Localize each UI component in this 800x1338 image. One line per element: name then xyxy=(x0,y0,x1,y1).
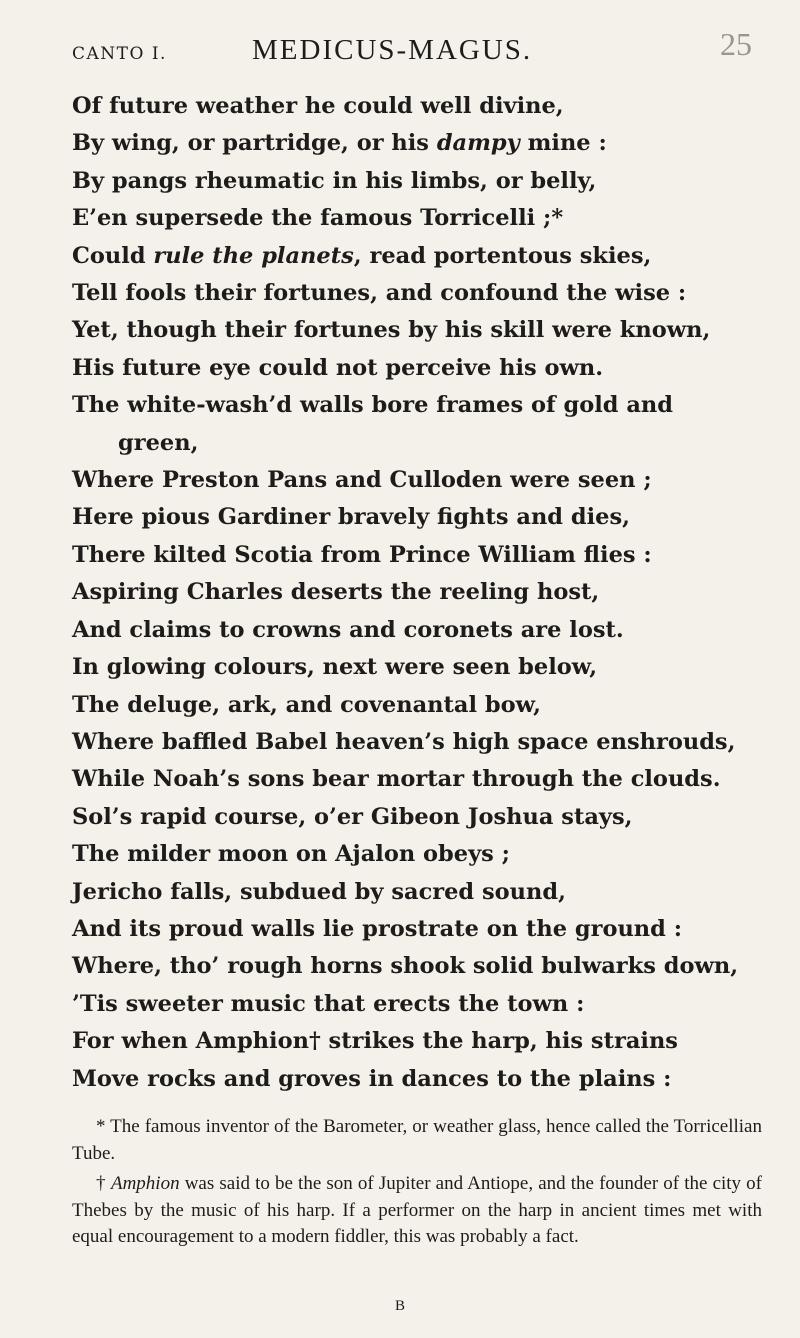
text-run: The white-wash’d walls bore frames of gold and xyxy=(72,392,674,419)
verse-line xyxy=(72,387,762,424)
verse-line xyxy=(72,874,762,911)
text-run: Where Preston Pans and Culloden were seen ; xyxy=(72,467,652,494)
footnote xyxy=(72,1171,762,1251)
verse-line xyxy=(72,799,762,836)
canto-label: CANTO I. xyxy=(72,44,167,64)
text-run: Of future weather he could well divine, xyxy=(72,93,564,119)
verse-line xyxy=(72,574,762,611)
verse-line xyxy=(72,125,762,162)
italic-text: rule the planets xyxy=(153,242,354,269)
text-run: Tell fools their fortunes, and confound the wise : xyxy=(72,280,687,307)
text-run: There kilted Scotia from Prince William flies : xyxy=(72,541,652,568)
verse-block xyxy=(72,88,762,1098)
text-run: His future eye could not perceive his own. xyxy=(72,354,604,381)
text-run: Where baffled Babel heaven’s high space enshrouds, xyxy=(72,728,736,755)
verse-line xyxy=(72,649,762,686)
text-run: By pangs rheumatic in his limbs, or belly, xyxy=(72,167,597,194)
verse-line xyxy=(72,836,762,873)
text-run: Sol’s rapid course, o’er Gibeon Joshua stays, xyxy=(72,803,633,830)
verse-line xyxy=(72,1061,762,1098)
text-run: While Noah’s sons bear mortar through the clouds. xyxy=(72,766,721,793)
text-run: Here pious Gardiner bravely fights and dies, xyxy=(72,504,630,531)
verse-line xyxy=(72,88,762,125)
verse-line xyxy=(72,312,762,349)
text-run: green, xyxy=(118,429,199,456)
text-run: Aspiring Charles deserts the reeling host, xyxy=(72,579,600,606)
text-run: And its proud walls lie prostrate on the ground : xyxy=(72,915,683,942)
verse-line xyxy=(72,238,762,275)
text-run: Yet, though their fortunes by his skill were known, xyxy=(72,317,711,344)
verse-line xyxy=(72,350,762,387)
text-run: By wing, or partridge, or his xyxy=(72,130,437,157)
text-run: mine : xyxy=(519,130,607,157)
footnote xyxy=(72,1114,762,1167)
text-run: , read portentous skies, xyxy=(353,242,652,269)
italic-text: dampy xyxy=(436,130,520,157)
verse-line xyxy=(72,1023,762,1060)
verse-line xyxy=(72,462,762,499)
verse-line xyxy=(72,275,762,312)
text-run: In glowing colours, next were seen below, xyxy=(72,654,598,681)
text-run: was said to be the son of Jupiter and Antiope, and the founder of the city of Thebes by the music of his harp. If a performer on the harp in ancient times met with equal encouragement to a modern fiddler, this was probably a fact. xyxy=(72,1173,762,1247)
text-run: And claims to crowns and coronets are lost. xyxy=(72,616,624,643)
text-run: E’en supersede the famous Torricelli ;* xyxy=(72,205,564,232)
text-run: Jericho falls, subdued by sacred sound, xyxy=(72,878,566,905)
verse-line xyxy=(72,911,762,948)
running-title: MEDICUS-MAGUS. xyxy=(252,34,533,66)
verse-line xyxy=(72,612,762,649)
footnotes-block xyxy=(72,1114,762,1255)
text-run: * The famous inventor of the Barometer, or weather glass, hence called the Torricellian Tube. xyxy=(72,1116,762,1164)
verse-line xyxy=(72,948,762,985)
text-run: ’Tis sweeter music that erects the town : xyxy=(72,990,585,1017)
text-run: Move rocks and groves in dances to the plains : xyxy=(72,1065,672,1092)
page-number: 25 xyxy=(720,26,752,62)
text-run: The deluge, ark, and covenantal bow, xyxy=(72,691,541,718)
verse-line xyxy=(72,687,762,724)
text-run: For when Amphion† strikes the harp, his strains xyxy=(72,1028,678,1055)
verse-line xyxy=(72,163,762,200)
text-run: Could xyxy=(72,242,154,269)
verse-line xyxy=(72,761,762,798)
text-run: The milder moon on Ajalon obeys ; xyxy=(72,841,510,868)
verse-line xyxy=(72,499,762,536)
text-run: † xyxy=(96,1173,111,1194)
verse-line xyxy=(72,724,762,761)
italic-text: Amphion xyxy=(110,1173,180,1194)
text-run: Where, tho’ rough horns shook solid bulwarks down, xyxy=(72,953,739,980)
verse-line xyxy=(72,986,762,1023)
verse-line xyxy=(72,537,762,574)
running-header xyxy=(72,26,752,70)
verse-line xyxy=(72,200,762,237)
verse-line xyxy=(72,425,762,462)
signature-mark: B xyxy=(394,1298,405,1314)
